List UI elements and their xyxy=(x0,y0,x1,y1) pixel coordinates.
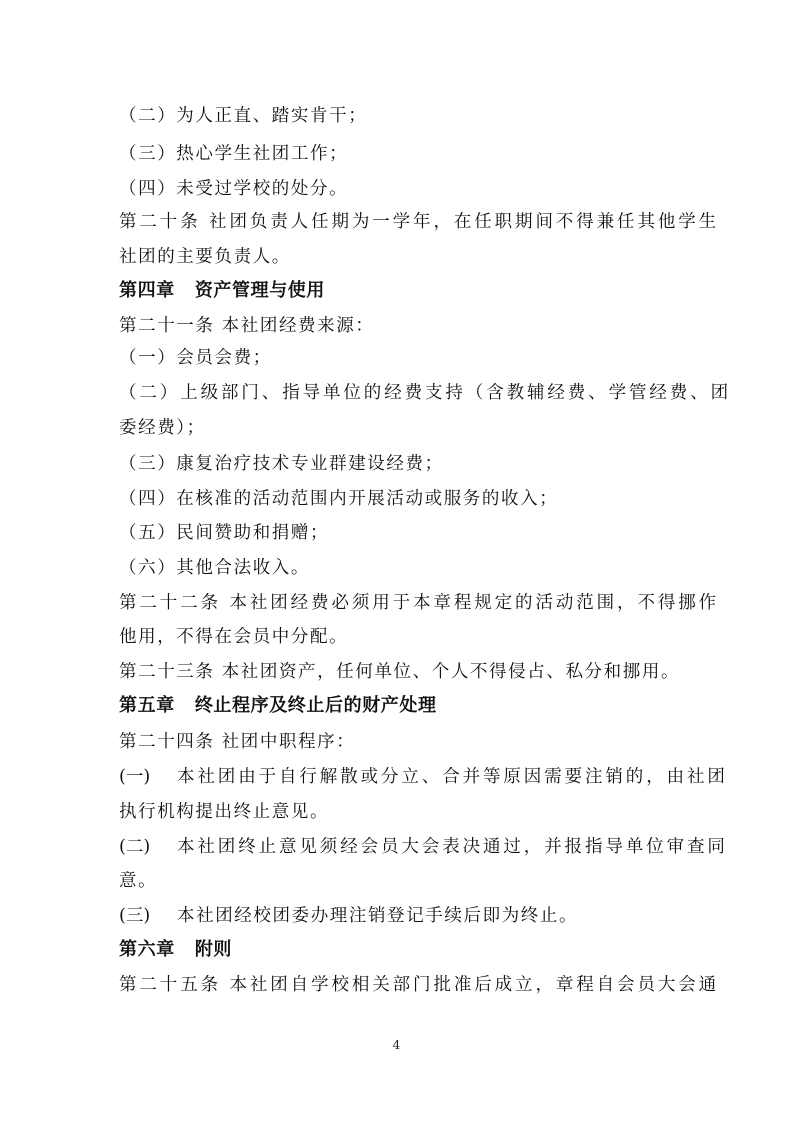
chapter-number: 第六章 xyxy=(119,939,175,960)
text-line: 第二十条 社团负责人任期为一学年，在任职期间不得兼任其他学生 xyxy=(119,212,720,232)
text-line: （三）热心学生社团工作； xyxy=(119,144,349,164)
procedure-text: 本社团终止意见须经会员大会表决通过，并报指导单位审查同 xyxy=(177,837,728,857)
text-line: 第二十五条 本社团自学校相关部门批准后成立，章程自会员大会通 xyxy=(119,975,720,995)
text-line: （二）为人正直、踏实肯干； xyxy=(119,106,368,126)
text-line: 他用，不得在会员中分配。 xyxy=(119,627,349,647)
text-line: 委经费）； xyxy=(119,418,206,438)
chapter-heading xyxy=(119,938,232,962)
text-line: （三）康复治疗技术专业群建设经费； xyxy=(119,454,444,474)
procedure-number: (二) xyxy=(119,837,151,857)
text-line: 执行机构提出终止意见。 xyxy=(119,802,330,822)
text-line: 第二十四条 社团中职程序： xyxy=(119,732,356,752)
text-line: （六）其他合法收入。 xyxy=(119,558,310,578)
procedure-number: (三) xyxy=(119,906,151,926)
chapter-title: 附则 xyxy=(194,939,233,960)
text-line: （四）未受过学校的处分。 xyxy=(119,179,349,199)
text-line: 第二十二条 本社团经费必须用于本章程规定的活动范围，不得挪作 xyxy=(119,593,720,613)
chapter-heading xyxy=(119,694,437,718)
text-line: （四）在核准的活动范围内开展活动或服务的收入； xyxy=(119,489,559,509)
chapter-title: 资产管理与使用 xyxy=(194,280,326,301)
text-line: （一）会员会费； xyxy=(119,348,272,368)
procedure-text: 本社团由于自行解散或分立、合并等原因需要注销的，由社团 xyxy=(177,767,728,787)
text-line: （二）上级部门、指导单位的经费支持（含教辅经费、学管经费、团 xyxy=(119,383,731,403)
chapter-number: 第四章 xyxy=(119,280,175,301)
page-number: 4 xyxy=(392,1038,401,1052)
procedure-item xyxy=(119,904,578,928)
procedure-item xyxy=(119,765,728,789)
text-line: （五）民间赞助和捐赠； xyxy=(119,523,330,543)
procedure-number: (一) xyxy=(119,767,151,787)
procedure-item xyxy=(119,835,728,859)
chapter-title: 终止程序及终止后的财产处理 xyxy=(194,695,437,716)
text-line: 社团的主要负责人。 xyxy=(119,247,291,267)
chapter-number: 第五章 xyxy=(119,695,175,716)
chapter-heading xyxy=(119,279,325,303)
text-line: 意。 xyxy=(119,871,158,891)
text-line: 第二十一条 本社团经费来源： xyxy=(119,316,375,336)
procedure-text: 本社团经校团委办理注销登记手续后即为终止。 xyxy=(177,906,579,926)
text-line: 第二十三条 本社团资产，任何单位、个人不得侵占、私分和挪用。 xyxy=(119,662,681,682)
